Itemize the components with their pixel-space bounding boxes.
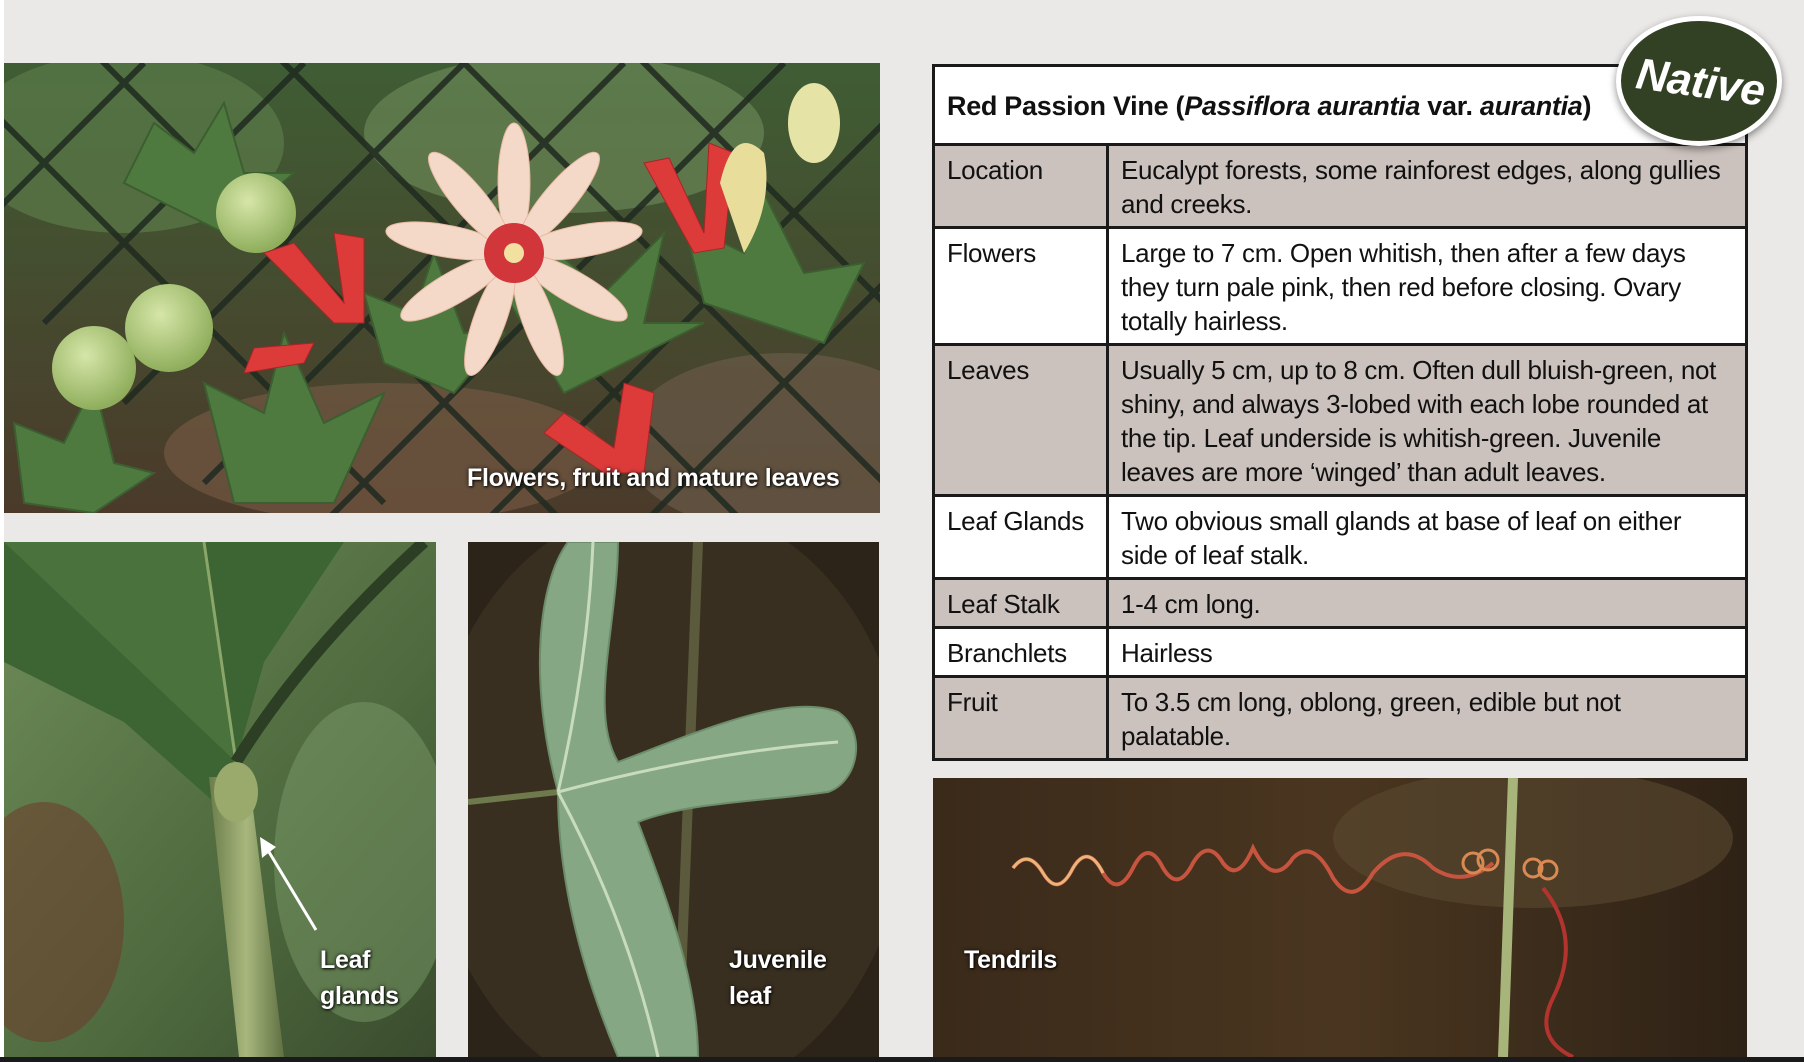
photo-flowers-fruit-leaves bbox=[4, 63, 880, 513]
row-value: Two obvious small glands at base of leaf on either side of leaf stalk. bbox=[1108, 496, 1747, 579]
table-row bbox=[934, 677, 1747, 760]
row-value: Eucalypt forests, some rainforest edges, along gullies and creeks. bbox=[1108, 145, 1747, 228]
native-badge-label: Native bbox=[1633, 49, 1769, 116]
table-row bbox=[934, 145, 1747, 228]
row-label: Leaves bbox=[934, 345, 1108, 496]
row-value: 1-4 cm long. bbox=[1108, 579, 1747, 628]
tendrils-illustration bbox=[933, 778, 1747, 1057]
photo-juvenile-leaf bbox=[468, 542, 879, 1057]
photo-tendrils bbox=[933, 778, 1747, 1057]
table-row bbox=[934, 345, 1747, 496]
row-label: Fruit bbox=[934, 677, 1108, 760]
table-row bbox=[934, 579, 1747, 628]
title-close: ) bbox=[1582, 91, 1592, 121]
title-common-name: Red Passion Vine ( bbox=[947, 91, 1185, 121]
row-label: Leaf Stalk bbox=[934, 579, 1108, 628]
row-value: Usually 5 cm, up to 8 cm. Often dull bluish-green, not shiny, and always 3-lobed with each lobe rounded at the tip. Leaf underside is whitish-green. Juvenile leaves are more ‘winged’ than adult leaves. bbox=[1108, 345, 1747, 496]
table-row bbox=[934, 628, 1747, 677]
row-value: Hairless bbox=[1108, 628, 1747, 677]
caption-leaf-glands: Leaf glands bbox=[320, 946, 399, 1010]
row-value: To 3.5 cm long, oblong, green, edible but not palatable. bbox=[1108, 677, 1747, 760]
title-scientific-name: Passiflora aurantia bbox=[1184, 91, 1421, 121]
page-bottom-edge bbox=[0, 1057, 1804, 1062]
caption-flowers: Flowers, fruit and mature leaves bbox=[467, 464, 840, 492]
row-label: Branchlets bbox=[934, 628, 1108, 677]
native-badge bbox=[1616, 16, 1782, 146]
row-value: Large to 7 cm. Open whitish, then after a few days they turn pale pink, then red before closing. Ovary totally hairless. bbox=[1108, 228, 1747, 345]
photo-leaf-glands bbox=[4, 542, 436, 1057]
caption-juvenile-leaf: Juvenile leaf bbox=[729, 946, 827, 1010]
title-var: var. bbox=[1420, 91, 1480, 121]
caption-tendrils: Tendrils bbox=[964, 946, 1057, 974]
title-variety: aurantia bbox=[1479, 91, 1583, 121]
table-row bbox=[934, 496, 1747, 579]
row-label: Leaf Glands bbox=[934, 496, 1108, 579]
species-info-table bbox=[932, 64, 1748, 761]
flowers-illustration bbox=[4, 63, 880, 513]
row-label: Flowers bbox=[934, 228, 1108, 345]
row-label: Location bbox=[934, 145, 1108, 228]
table-row bbox=[934, 228, 1747, 345]
